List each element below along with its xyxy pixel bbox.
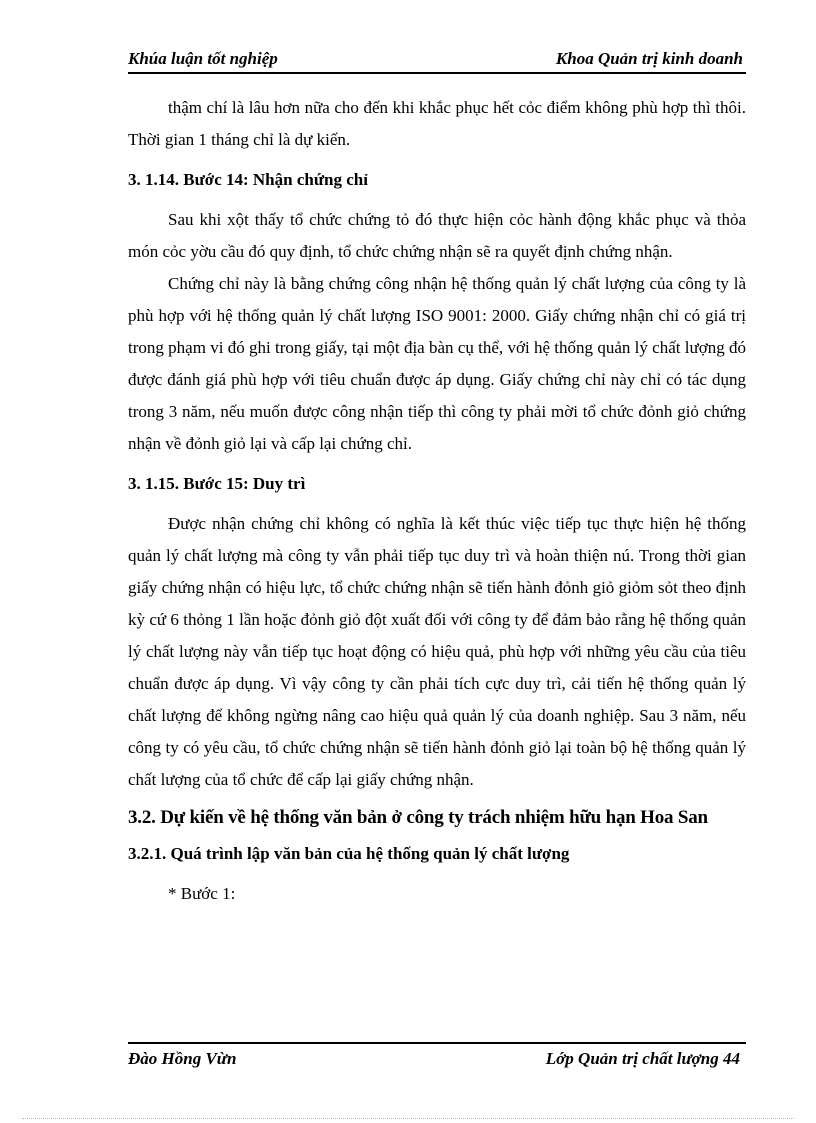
footer-class: Lớp Quản trị chất lượng 44 xyxy=(545,1049,740,1068)
heading-step-14: 3. 1.14. Bước 14: Nhận chứng chỉ xyxy=(128,170,368,189)
heading-section-3-2: 3.2. Dự kiến về hệ thống văn bản ở công ty trách nhiệm hữu hạn Hoa San xyxy=(128,807,708,828)
footer-author: Đào Hồng Vừn xyxy=(128,1049,237,1068)
header-faculty-label: Khoa Quản trị kinh doanh xyxy=(555,49,743,68)
document-body xyxy=(128,92,746,910)
paragraph-continuation: thậm chí là lâu hơn nữa cho đến khi khắc phục hết cỏc điểm không phù hợp thì thôi. Thời gian 1 tháng chỉ là dự kiến. xyxy=(128,98,746,149)
header-thesis-label: Khúa luận tốt nghiệp xyxy=(128,49,278,68)
paragraph-certification-decision: Sau khi xột thấy tổ chức chứng tỏ đó thực hiện cỏc hành động khắc phục và thỏa món cỏc yờu cầu đó quy định, tổ chức chứng nhận sẽ ra quyết định chứng nhận. xyxy=(128,210,746,261)
page-footer xyxy=(128,1042,746,1072)
page-bottom-edge xyxy=(22,1118,794,1119)
paragraph-maintenance: Được nhận chứng chỉ không có nghĩa là kết thúc việc tiếp tục thực hiện hệ thống quản lý chất lượng mà công ty vẫn phải tiếp tục duy trì và hoàn thiện nú. Trong thời gian giấy chứng nhận có hiệu lực, tổ chức chứng nhận sẽ tiến hành đỏnh giỏ giỏm sỏt theo định kỳ cứ 6 thỏng 1 lần hoặc đỏnh giỏ đột xuất đối với công ty để đảm bảo rằng hệ thống quản lý chất lượng này vẫn tiếp tục hoạt động có hiệu quả, phù hợp với những yêu cầu của tiêu chuẩn được áp dụng. Vì vậy công ty cần phải tích cực duy trì, cải tiến hệ thống quản lý chất lượng để không ngừng nâng cao hiệu quả quản lý của doanh nghiệp. Sau 3 năm, nếu công ty có yêu cầu, tổ chức chứng nhận sẽ tiến hành đỏnh giỏ lại toàn bộ hệ thống quản lý chất lượng của tổ chức để cấp lại giấy chứng nhận. xyxy=(128,514,746,789)
heading-step-15: 3. 1.15. Bước 15: Duy trì xyxy=(128,474,306,493)
paragraph-certificate-validity: Chứng chỉ này là bằng chứng công nhận hệ thống quản lý chất lượng của công ty là phù hợp với hệ thống quản lý chất lượng ISO 9001: 2000. Giấy chứng nhận chỉ có giá trị trong phạm vi đó ghi trong giấy, tại một địa bàn cụ thể, với hệ thống quản lý chất lượng đó được đánh giá phù hợp với tiêu chuẩn được áp dụng. Giấy chứng chỉ này chỉ có tác dụng trong 3 năm, nếu muốn được công nhận tiếp thì công ty phải mời tổ chức đỏnh giỏ chứng nhận về đỏnh giỏ lại và cấp lại chứng chỉ. xyxy=(128,274,746,453)
heading-section-3-2-1: 3.2.1. Quá trình lập văn bản của hệ thống quản lý chất lượng xyxy=(128,844,570,863)
paragraph-step-1: * Bước 1: xyxy=(168,884,236,903)
page-header xyxy=(128,48,746,74)
